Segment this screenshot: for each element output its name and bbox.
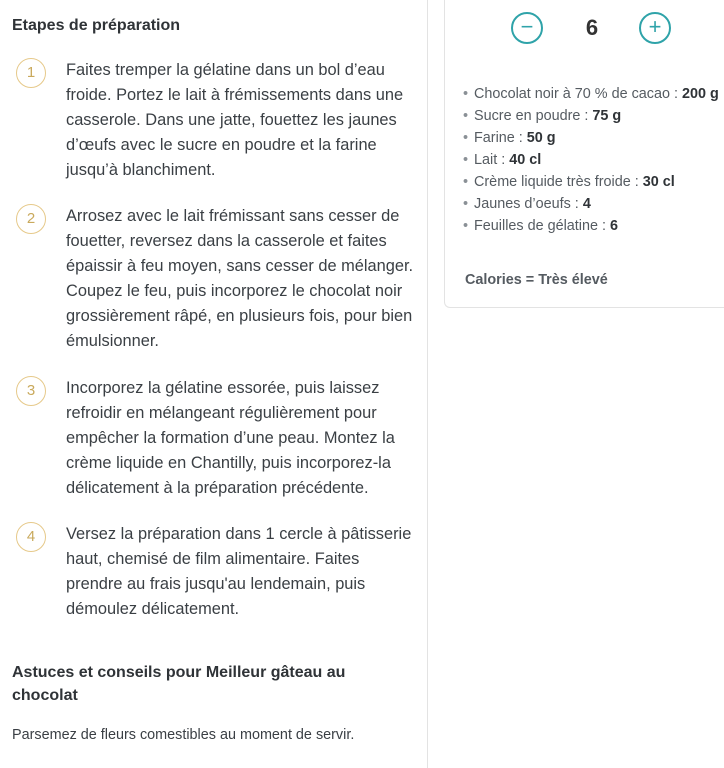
step-text: Versez la préparation dans 1 cercle à pâtisserie haut, chemisé de film alimentaire. Faites prendre au frais jusqu'au lendemain, puis démoulez délicatement. <box>66 525 412 618</box>
tips-title: Astuces et conseils pour Meilleur gâteau au chocolat <box>12 664 346 704</box>
ingredient-item: • Crème liquide très froide : 30 cl <box>463 171 719 193</box>
ingredient-item: • Sucre en poudre : 75 g <box>463 105 719 127</box>
calories-rating: Calories = Très élevé <box>465 272 608 288</box>
ingredient-quantity: 4 <box>582 196 591 212</box>
ingredient-item: • Lait : 40 cl <box>463 149 719 171</box>
step-text: Incorporez la gélatine essorée, puis laissez refroidir en mélangeant régulièrement pour empêcher la formation d’une peau. Montez la crème liquide en Chantilly, puis incorporez-la délicatement à la préparation précédente. <box>66 379 395 497</box>
ingredient-item: • Jaunes d’oeufs : 4 <box>463 193 719 215</box>
ingredient-name: Lait <box>474 152 498 168</box>
tips-text: Parsemez de fleurs comestibles au moment de servir. <box>12 727 355 743</box>
ingredient-list <box>463 83 719 237</box>
ingredient-item: • Farine : 50 g <box>463 127 719 149</box>
ingredient-name: Sucre en poudre <box>474 108 581 124</box>
step-number: 2 <box>16 204 46 234</box>
ingredient-name: Chocolat noir à 70 % de cacao <box>474 86 670 102</box>
increase-servings-button[interactable] <box>639 12 671 44</box>
ingredient-quantity: 40 cl <box>509 152 542 168</box>
step-number: 3 <box>16 376 46 406</box>
ingredient-quantity: 30 cl <box>642 174 675 190</box>
ingredient-quantity: 6 <box>610 218 619 234</box>
minus-icon: − <box>520 14 534 39</box>
ingredient-name: Crème liquide très froide <box>474 174 631 190</box>
decrease-servings-button[interactable] <box>511 12 543 44</box>
step-number: 4 <box>16 522 46 552</box>
preparation-title: Etapes de préparation <box>12 17 181 34</box>
plus-icon: + <box>648 14 662 39</box>
ingredient-item: • Feuilles de gélatine : 6 <box>463 215 719 237</box>
ingredient-name: Jaunes d’oeufs <box>474 196 571 212</box>
step-text: Arrosez avec le lait frémissant sans cesser de fouetter, reversez dans la casserole et faites épaissir à feu moyen, sans cesser de mélanger. Coupez le feu, puis incorporez le chocolat noir grossièrement râpé, en plusieurs fois, pour bien émulsionner. <box>66 207 414 350</box>
servings-count: 6 <box>585 15 599 40</box>
ingredient-item: • Chocolat noir à 70 % de cacao : 200 g <box>463 83 719 105</box>
ingredient-name: Feuilles de gélatine <box>474 218 598 234</box>
step-number: 1 <box>16 58 46 88</box>
ingredient-quantity: 75 g <box>592 108 622 124</box>
ingredient-quantity: 200 g <box>682 86 719 102</box>
column-divider <box>427 0 428 768</box>
step-text: Faites tremper la gélatine dans un bol d’eau froide. Portez le lait à frémissements dans une casserole. Dans une jatte, fouettez les jaunes d’œufs avec le sucre en poudre et la farine jusqu’à blanchiment. <box>66 61 404 179</box>
ingredient-name: Farine <box>474 130 515 146</box>
ingredient-quantity: 50 g <box>526 130 556 146</box>
